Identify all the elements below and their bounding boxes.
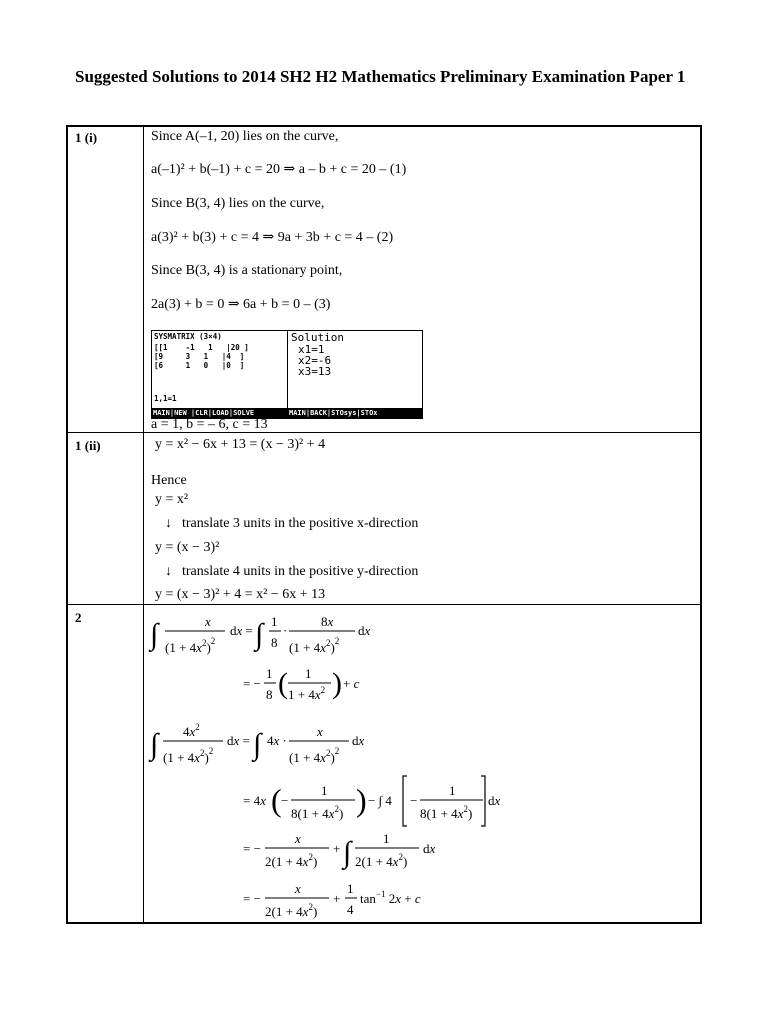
solution-x2: x2=-6 [298, 354, 332, 367]
q1ii-arrow2: ↓ [165, 564, 172, 579]
svg-text:2(1 + 4x2): $2(1 + 4x^2)$ [355, 852, 408, 869]
svg-text:∫: ∫ [343, 836, 352, 869]
svg-text:4x2: $4x^2$ [183, 722, 200, 739]
q1ii-step1: y = x² [155, 492, 189, 507]
q1ii-arrow1: ↓ [165, 516, 172, 531]
svg-text:= −: = − [243, 841, 261, 856]
svg-text:− ∫ 4: − ∫ 4 [368, 793, 392, 808]
matrix-screen [152, 331, 288, 418]
svg-text:(: ( [278, 667, 288, 700]
q1i-eq1: a(–1)² + b(–1) + c = 20 ⇒ a – b + c = 20 – (1) [151, 162, 407, 177]
matrix-menu-bar: MAIN|NEW |CLR|LOAD|SOLVE [152, 408, 287, 418]
svg-text:x: x [295, 881, 301, 896]
matrix-row-3: [6 1 0 |0 ] [154, 361, 245, 370]
question-label-1ii: 1 (ii) [75, 438, 101, 453]
svg-text:−: − [410, 793, 418, 808]
svg-text:= 4x: = 4x [243, 793, 266, 808]
solution-menu-bar: MAIN|BACK|STOsys|STOx [288, 408, 422, 418]
svg-text:x: x [205, 614, 211, 629]
svg-text:1: 1 [266, 666, 273, 681]
svg-text:= −: = − [243, 676, 261, 691]
svg-text:+: + [333, 841, 341, 856]
svg-text:+ c: + c [343, 676, 360, 691]
matrix-cursor: 1,1=1 [154, 394, 177, 403]
svg-text:dx =: dx = [230, 623, 253, 638]
q2-working [145, 606, 700, 922]
solution-title: Solution [291, 331, 344, 344]
matrix-row-2: [9 3 1 |4 ] [154, 352, 245, 361]
svg-text:8: 8 [266, 687, 273, 702]
solution-x3: x3=13 [298, 365, 332, 378]
question-label-1i: 1 (i) [75, 130, 98, 145]
q1ii-step2: y = (x − 3)² [155, 540, 220, 555]
question-label-2: 2 [75, 610, 82, 625]
svg-text:(: ( [271, 782, 282, 818]
q1ii-step3: y = (x − 3)² + 4 = x² − 6x + 13 [155, 587, 326, 602]
q1i-eq2: a(3)² + b(3) + c = 4 ⇒ 9a + 3b + c = 4 – (2) [151, 230, 394, 245]
svg-text:∫: ∫ [150, 728, 159, 761]
integral-2-equation [148, 722, 501, 919]
svg-text:8x: 8x [321, 614, 334, 629]
svg-text:dx: dx [488, 793, 501, 808]
svg-text:(1 + 4x2)2: $(1 + 4x^2)^2$ [165, 636, 216, 655]
svg-text:1: 1 [383, 831, 390, 846]
svg-text:1: 1 [321, 783, 328, 798]
q1i-answer: a = 1, b = – 6, c = 13 [151, 417, 268, 432]
q1i-line2: Since B(3, 4) lies on the curve, [151, 196, 325, 211]
svg-text:4x ·: 4x · [267, 733, 287, 748]
svg-text:4: 4 [347, 902, 354, 917]
matrix-row-1: [[1 -1 1 |20 ] [154, 343, 249, 352]
svg-text:∫: ∫ [150, 618, 159, 651]
svg-text:x: x [295, 831, 301, 846]
svg-text:+: + [333, 891, 341, 906]
svg-text:1 + 4x2: $1 + 4x^2$ [288, 685, 326, 702]
matrix-header: SYSMATRIX (3×4) [154, 332, 222, 341]
svg-text:8: 8 [271, 635, 278, 650]
row-divider-2 [66, 604, 702, 605]
svg-text:): ) [332, 667, 342, 700]
svg-text:8(1 + 4x2): $8(1 + 4x^2)$ [291, 804, 344, 821]
q1i-eq3: 2a(3) + b = 0 ⇒ 6a + b = 0 – (3) [151, 297, 331, 312]
q1ii-hence: Hence [151, 473, 187, 488]
q1ii-trans2: translate 4 units in the positive y-direction [182, 564, 419, 579]
svg-text:2(1 + 4x2): $2(1 + 4x^2)$ [265, 902, 318, 919]
svg-text:1: 1 [449, 783, 456, 798]
svg-text:1: 1 [271, 614, 278, 629]
svg-text:1: 1 [347, 881, 354, 896]
svg-text:= −: = − [243, 891, 261, 906]
solution-x1: x1=1 [298, 343, 325, 356]
svg-text:−: − [281, 793, 289, 808]
svg-text:dx =: dx = [227, 733, 250, 748]
svg-text:∫: ∫ [253, 728, 262, 761]
svg-text:1: 1 [305, 666, 312, 681]
q1i-line1: Since A(–1, 20) lies on the curve, [151, 129, 339, 144]
integral-1-equation [148, 614, 371, 702]
svg-text:(1 + 4x2)2: $(1 + 4x^2)^2$ [289, 746, 340, 765]
svg-text:∫: ∫ [255, 618, 264, 651]
q1ii-trans1: translate 3 units in the positive x-direction [182, 516, 419, 531]
page-title: Suggested Solutions to 2014 SH2 H2 Mathematics Preliminary Examination Paper 1 [75, 67, 686, 86]
svg-text:8(1 + 4x2): $8(1 + 4x^2)$ [420, 804, 473, 821]
column-divider [143, 125, 144, 924]
svg-text:): ) [356, 782, 367, 818]
svg-text:dx: dx [358, 623, 371, 638]
solution-screen [288, 331, 422, 418]
q1i-line3: Since B(3, 4) is a stationary point, [151, 263, 343, 278]
svg-text:x: x [317, 724, 323, 739]
calculator-screenshot [151, 330, 423, 419]
q1ii-eq: y = x² − 6x + 13 = (x − 3)² + 4 [155, 437, 326, 452]
svg-text:tan−1 2x + c: $\tan^{-1} 2x + c$ [360, 889, 421, 906]
svg-text:(1 + 4x2)2: $(1 + 4x^2)^2$ [163, 746, 214, 765]
svg-text:dx: dx [423, 841, 436, 856]
svg-text:·: · [283, 623, 288, 638]
svg-text:dx: dx [352, 733, 365, 748]
svg-text:2(1 + 4x2): $2(1 + 4x^2)$ [265, 852, 318, 869]
svg-text:(1 + 4x2)2: $(1 + 4x^2)^2$ [289, 636, 340, 655]
